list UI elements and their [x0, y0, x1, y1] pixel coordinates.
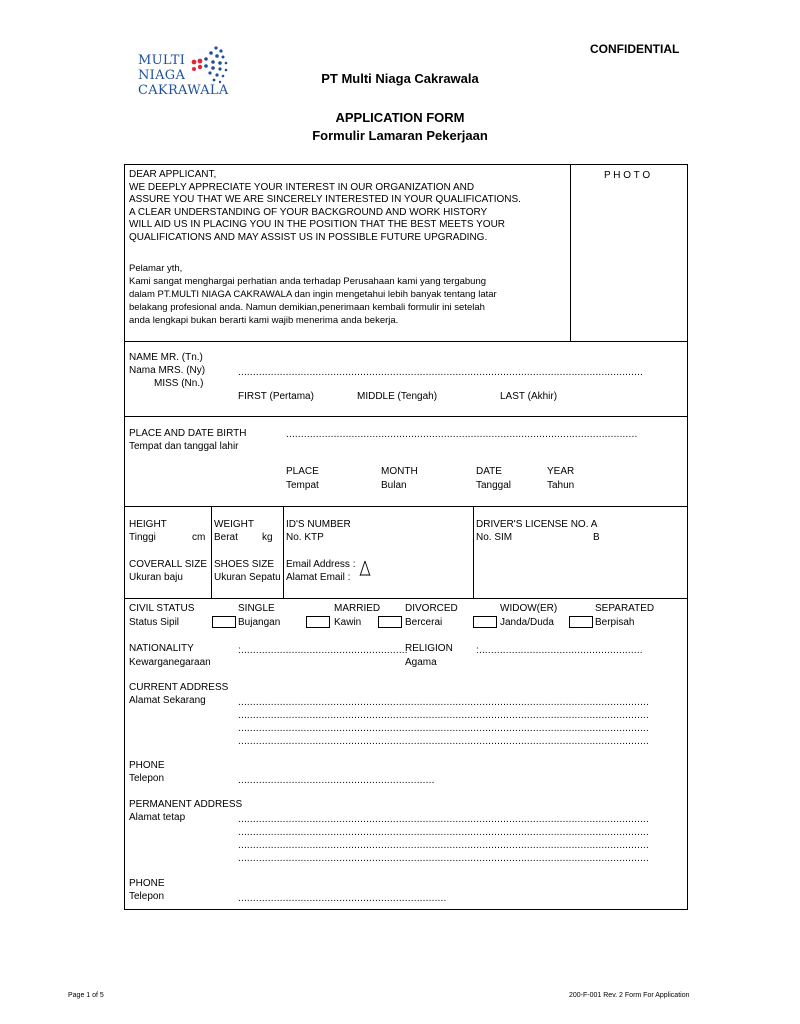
document-code: 200-F-001 Rev. 2 Form For Application — [569, 992, 690, 999]
email-label: Email Address : — [286, 559, 356, 570]
date-caption: DATE — [476, 466, 502, 477]
phone-input-line[interactable]: .................................................................. — [238, 775, 435, 786]
name-label-1: NAME MR. (Tn.) — [129, 352, 203, 363]
place-caption: PLACE — [286, 466, 319, 477]
intro-id-line: Pelamar yth, — [129, 263, 183, 274]
religion-input-line[interactable]: :....................................................... — [476, 645, 643, 656]
logo-line-1: MULTI — [138, 53, 186, 68]
widow-option-id: Janda/Duda — [500, 617, 554, 628]
weight-label: WEIGHT — [214, 519, 254, 530]
name-label-3: MISS (Nn.) — [154, 378, 204, 389]
weight-unit: kg — [262, 532, 273, 543]
logo-line-3: CAKRAWALA — [138, 83, 229, 98]
intro-en-line: DEAR APPLICANT, — [129, 169, 217, 180]
photo-label: P H O T O — [604, 170, 651, 181]
permanent-address-line[interactable]: .......................................................................................................................................... — [238, 840, 650, 851]
divorced-option-id: Bercerai — [405, 617, 443, 628]
separated-option: SEPARATED — [595, 603, 655, 614]
civil-status-label: CIVIL STATUS — [129, 603, 195, 614]
intro-en-line: WE DEEPLY APPRECIATE YOUR INTEREST IN OUR ORGANIZATION AND — [129, 181, 475, 193]
permanent-phone-label-id: Telepon — [129, 891, 165, 902]
married-checkbox[interactable] — [306, 616, 330, 628]
last-name-caption: LAST (Akhir) — [500, 391, 558, 402]
confidential-label: CONFIDENTIAL — [590, 42, 680, 56]
intro-id-line: Kami sangat menghargai perhatian anda terhadap Perusahaan kami yang tergabung — [129, 276, 487, 287]
coverall-label-id: Ukuran baju — [129, 572, 183, 583]
form-subtitle: Formulir Lamaran Pekerjaan — [312, 128, 488, 143]
shoes-label-id: Ukuran Sepatu — [214, 572, 281, 583]
birth-input-line[interactable]: ...................................................................................................................... — [286, 429, 638, 440]
name-section — [124, 341, 688, 417]
logo-line-2: NIAGA — [138, 68, 186, 83]
separated-option-id: Berpisah — [595, 617, 635, 628]
permanent-phone-input-line[interactable]: ...................................................................... — [238, 893, 447, 904]
weight-label-id: Berat — [214, 532, 238, 543]
height-label-id: Tinggi — [129, 532, 156, 543]
physical-divider-2 — [283, 506, 284, 599]
current-address-line[interactable]: .......................................................................................................................................... — [238, 736, 650, 747]
nationality-label: NATIONALITY — [129, 643, 194, 654]
permanent-phone-label: PHONE — [129, 878, 165, 889]
intro-indonesian — [129, 262, 497, 327]
email-label-id: Alamat Email : — [286, 572, 351, 583]
year-caption: YEAR — [547, 466, 575, 477]
page-number: Page 1 of 5 — [68, 992, 104, 999]
intro-id-line: belakang profesional anda. Namun demikian,penerimaan kembali formulir ini setelah — [129, 302, 485, 313]
form-title: APPLICATION FORM — [335, 110, 465, 125]
permanent-address-label: PERMANENT ADDRESS — [129, 799, 243, 810]
intro-english — [129, 169, 521, 244]
intro-en-line: QUALIFICATIONS AND MAY ASSIST US IN POSSIBLE FUTURE UPGRADING. — [129, 231, 488, 243]
intro-en-line: ASSURE YOU THAT WE ARE SINCERELY INTERESTED IN YOUR QUALIFICATIONS. — [129, 194, 521, 205]
company-name: PT Multi Niaga Cakrawala — [321, 71, 479, 86]
divorced-option: DIVORCED — [405, 603, 458, 614]
month-caption: MONTH — [381, 466, 418, 477]
phone-label-id: Telepon — [129, 773, 165, 784]
widow-option: WIDOW(ER) — [500, 603, 558, 614]
first-name-caption: FIRST (Pertama) — [238, 391, 314, 402]
year-caption-id: Tahun — [547, 480, 575, 491]
permanent-address-line[interactable]: .......................................................................................................................................... — [238, 814, 650, 825]
married-option-id: Kawin — [334, 617, 362, 628]
height-unit: cm — [192, 532, 206, 543]
place-caption-id: Tempat — [286, 480, 319, 491]
phone-label: PHONE — [129, 760, 165, 771]
physical-divider-1 — [211, 506, 212, 599]
middle-name-caption: MIDDLE (Tengah) — [357, 391, 438, 402]
widow-checkbox[interactable] — [473, 616, 497, 628]
name-input-line[interactable]: ........................................................................................................................................ — [238, 367, 644, 378]
id-number-label: ID'S NUMBER — [286, 519, 351, 530]
permanent-address-line[interactable]: .......................................................................................................................................... — [238, 853, 650, 864]
current-address-label: CURRENT ADDRESS — [129, 682, 229, 693]
intro-en-line: A CLEAR UNDERSTANDING OF YOUR BACKGROUND AND WORK HISTORY — [129, 206, 488, 218]
religion-label: RELIGION — [405, 643, 453, 654]
shoes-label: SHOES SIZE — [214, 559, 275, 570]
current-address-label-id: Alamat Sekarang — [129, 695, 206, 706]
nationality-label-id: Kewarganegaraan — [129, 657, 211, 668]
separated-checkbox[interactable] — [569, 616, 593, 628]
civil-status-label-id: Status Sipil — [129, 617, 180, 628]
religion-label-id: Agama — [405, 657, 437, 668]
license-b-label: B — [593, 532, 600, 543]
physical-divider-3 — [473, 506, 474, 599]
single-option: SINGLE — [238, 603, 275, 614]
license-label-id: No. SIM — [476, 532, 513, 543]
intro-id-line: dalam PT.MULTI NIAGA CAKRAWALA dan ingin mengetahui lebih banyak tentang latar — [129, 289, 497, 300]
cursor-caret-icon — [358, 560, 372, 578]
name-label-2: Nama MRS. (Ny) — [129, 365, 206, 376]
date-caption-id: Tanggal — [476, 480, 512, 491]
physical-section — [124, 506, 688, 599]
id-number-label-id: No. KTP — [286, 532, 324, 543]
photo-divider — [570, 164, 571, 342]
coverall-label: COVERALL SIZE — [129, 559, 207, 570]
intro-en-line: WILL AID US IN PLACING YOU IN THE POSITION THAT THE BEST MEETS YOUR — [129, 219, 506, 230]
divorced-checkbox[interactable] — [378, 616, 402, 628]
nationality-input-line[interactable]: :........................................................ — [238, 645, 408, 656]
married-option: MARRIED — [334, 603, 381, 614]
single-checkbox[interactable] — [212, 616, 236, 628]
month-caption-id: Bulan — [381, 480, 407, 491]
birth-label-id: Tempat dan tanggal lahir — [129, 441, 239, 452]
current-address-line[interactable]: .......................................................................................................................................... — [238, 697, 650, 708]
height-label: HEIGHT — [129, 519, 167, 530]
current-address-line[interactable]: .......................................................................................................................................... — [238, 723, 650, 734]
license-label: DRIVER'S LICENSE NO. A — [476, 519, 598, 530]
current-address-line[interactable]: .......................................................................................................................................... — [238, 710, 650, 721]
permanent-address-label-id: Alamat tetap — [129, 812, 186, 823]
birth-label: PLACE AND DATE BIRTH — [129, 428, 247, 439]
single-option-id: Bujangan — [238, 617, 281, 628]
permanent-address-line[interactable]: .......................................................................................................................................... — [238, 827, 650, 838]
intro-id-line: anda lengkapi bukan berarti kami wajib menerima anda bekerja. — [129, 315, 399, 326]
